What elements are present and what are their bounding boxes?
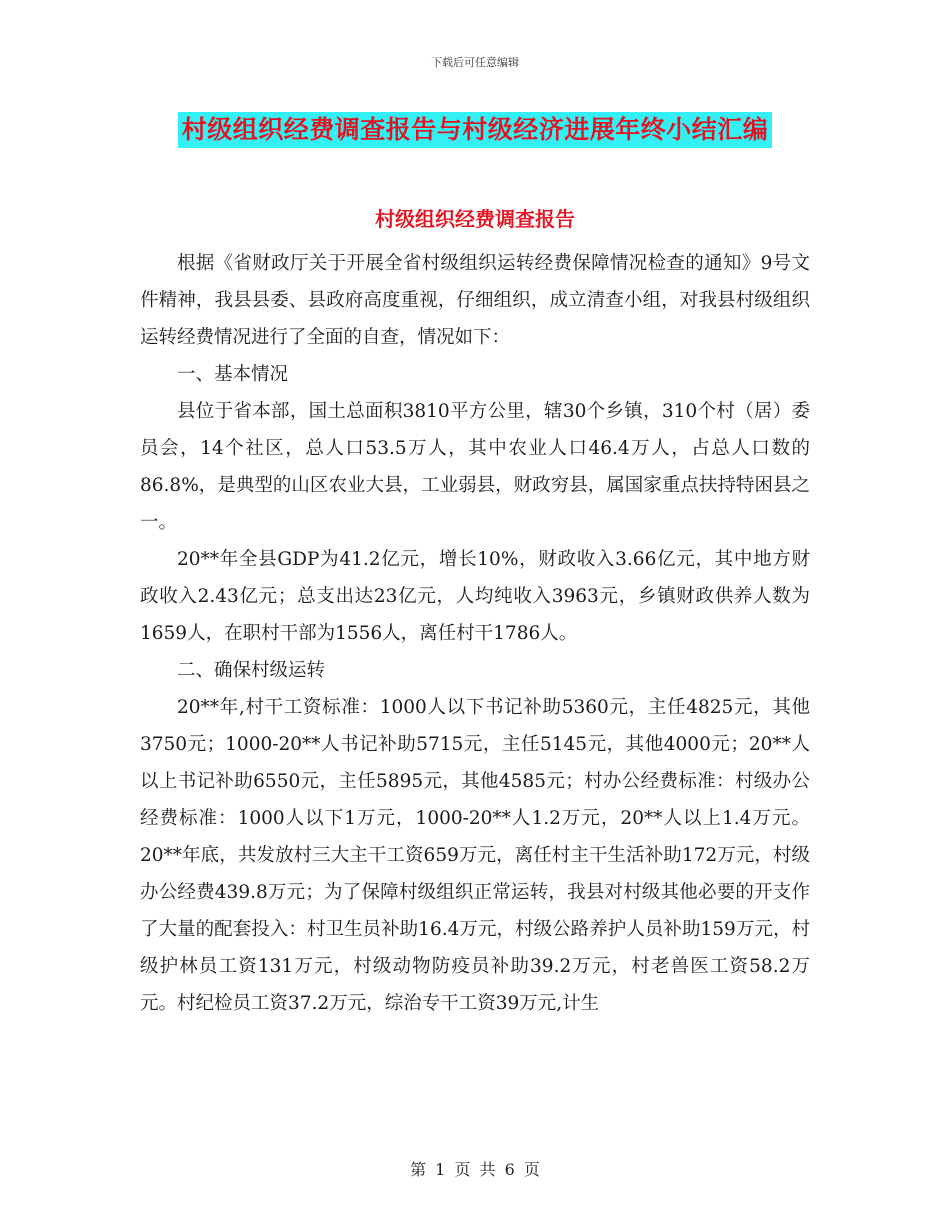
header-note: 下载后可任意编辑: [431, 56, 519, 69]
main-title-container: [0, 112, 950, 148]
paragraph-intro: 根据《省财政厅关于开展全省村级组织运转经费保障情况检查的通知》9号文件精神，我县县委、县政府高度重视，仔细组织，成立清查小组，对我县村级组织运转经费情况进行了全面的自查，情况如下：: [140, 253, 810, 348]
section-title: 村级组织经费调查报告: [375, 207, 575, 231]
paragraph-economic-figures: 20**年全县GDP为41.2亿元，增长10%，财政收入3.66亿元，其中地方财政收入2.43亿元；总支出达23亿元，人均纯收入3963元，乡镇财政供养人数为1659人，在职村干部为1556人，离任村干1786人。: [140, 549, 810, 644]
document-body: [140, 245, 810, 1022]
paragraph-wage-standards: 20**年,村干工资标准：1000人以下书记补助5360元，主任4825元，其他3750元；1000-20**人书记补助5715元，主任5145元，其他4000元；20**人以上书记补助6550元，主任5895元，其他4585元；村办公经费标准：村级办公经费标准：1000人以下1万元，1000-20**人1.2万元，20**人以上1.4万元。20**年底，共发放村三大主干工资659万元，离任村主干生活补助172万元，村级办公经费439.8万元；为了保障村级组织正常运转，我县对村级其他必要的开支作了大量的配套投入：村卫生员补助16.4万元，村级公路养护人员补助159万元，村级护林员工资131万元，村级动物防疫员补助39.2万元，村老兽医工资58.2万元。村纪检员工资37.2万元，综治专干工资39万元,计生: [140, 697, 810, 1014]
main-title: 村级组织经费调查报告与村级经济进展年终小结汇编: [178, 112, 773, 148]
heading-basic-situation: 一、基本情况: [177, 364, 289, 385]
paragraph-county-overview: 县位于省本部，国土总面积3810平方公里，辖30个乡镇，310个村（居）委员会，14个社区，总人口53.5万人，其中农业人口46.4万人，占总人口数的86.8%，是典型的山区农业大县，工业弱县，财政穷县，属国家重点扶持特困县之一。: [140, 401, 810, 533]
page-number: 第 1 页 共 6 页: [410, 1160, 540, 1179]
heading-ensure-operation: 二、确保村级运转: [177, 660, 326, 681]
